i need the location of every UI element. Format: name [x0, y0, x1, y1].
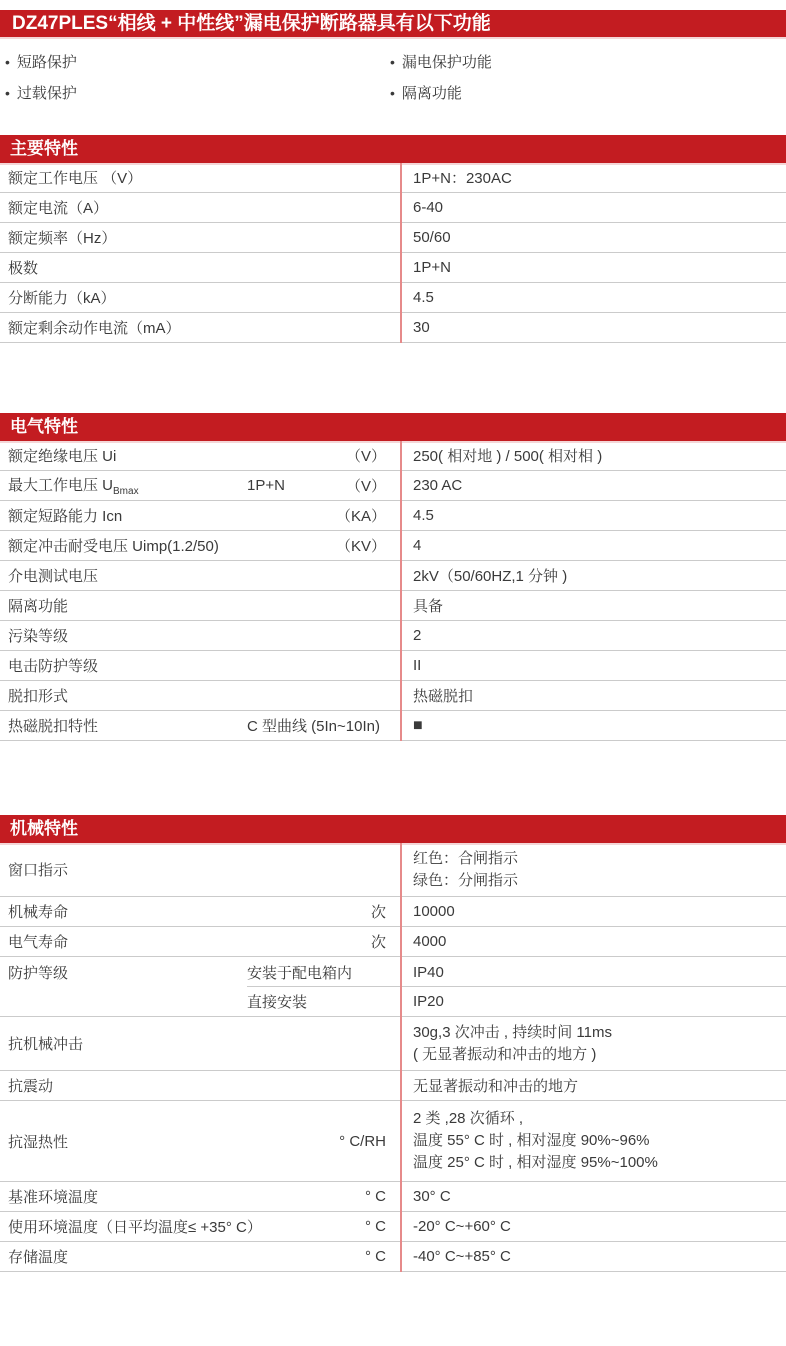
row-value: 热磁脱扣 — [413, 688, 474, 705]
table-row — [0, 1101, 786, 1182]
row-label: 防护等级 — [8, 964, 69, 982]
row-value: 230 AC — [413, 477, 463, 494]
section-main-characteristics — [0, 135, 786, 343]
row-value: 1P+N — [413, 259, 451, 276]
row-label: 使用环境温度（日平均温度≤ +35° C） — [8, 1219, 262, 1236]
table-row — [0, 1071, 786, 1101]
row-value: 30g,3 次冲击 , 持续时间 11ms ( 无显著振动和冲击的地方 ) — [413, 1023, 612, 1063]
table-row — [0, 1212, 786, 1242]
row-value: 无显著振动和冲击的地方 — [413, 1078, 579, 1095]
row-label: 额定频率（Hz） — [8, 230, 117, 247]
table-row — [0, 711, 786, 741]
feature-label: 漏电保护功能 — [401, 54, 492, 71]
table-row — [0, 441, 786, 471]
table-row — [0, 501, 786, 531]
row-value: 4.5 — [413, 507, 434, 524]
feature-label: 短路保护 — [16, 54, 77, 71]
table-row — [0, 253, 786, 283]
row-value: IP20 — [413, 993, 444, 1010]
row-label: 窗口指示 — [8, 862, 69, 879]
spec-table — [0, 441, 786, 741]
table-row — [0, 561, 786, 591]
feature-item — [390, 46, 492, 77]
row-label: 额定剩余动作电流（mA） — [8, 320, 181, 337]
row-label: 额定绝缘电压 Ui — [8, 448, 117, 465]
table-row — [0, 927, 786, 957]
row-label: 存储温度 — [8, 1249, 69, 1266]
row-value: 30° C — [413, 1188, 451, 1205]
row-value: 2kV（50/60HZ,1 分钟 ) — [413, 568, 568, 585]
row-unit: （KA） — [335, 508, 386, 525]
table-row — [0, 471, 786, 501]
row-unit: 次 — [370, 934, 386, 951]
row-value: 4 — [413, 537, 422, 554]
feature-column-left — [5, 46, 390, 108]
row-label: 最大工作电压 $U_{Bmax}$ — [8, 477, 139, 497]
row-value: 250( 相对地 ) / 500( 相对相 ) — [413, 448, 603, 465]
row-unit: ° C — [365, 1188, 386, 1205]
section-title: 主要特性 — [0, 135, 786, 163]
row-unit: （V） — [345, 448, 386, 465]
row-sub-label: 安装于配电箱内 — [247, 964, 353, 982]
row-label: 基准环境温度 — [8, 1189, 99, 1206]
row-unit: ° C — [365, 1218, 386, 1235]
feature-item — [5, 46, 390, 77]
row-label: 电击防护等级 — [8, 658, 99, 675]
feature-item — [5, 77, 390, 108]
spec-table — [0, 843, 786, 1272]
table-row — [0, 193, 786, 223]
feature-column-right — [390, 46, 492, 108]
row-value: 50/60 — [413, 229, 451, 246]
feature-item — [390, 77, 492, 108]
row-value: 1P+N：230AC — [413, 170, 512, 187]
table-row — [0, 843, 786, 897]
bullet-icon: • — [390, 84, 395, 101]
table-row — [0, 621, 786, 651]
row-sub-label: 直接安装 — [247, 994, 308, 1011]
row-value: 10000 — [413, 903, 455, 920]
row-unit: （KV） — [335, 538, 386, 555]
row-value: 具备 — [413, 598, 444, 615]
row-label: 额定短路能力 Icn — [8, 508, 123, 525]
bullet-icon: • — [5, 84, 10, 101]
table-row — [0, 1242, 786, 1272]
section-electrical-characteristics — [0, 413, 786, 741]
row-value: IP40 — [413, 963, 444, 981]
row-value: 2 — [413, 627, 422, 644]
row-label: 额定电流（A） — [8, 200, 109, 217]
row-unit: ° C — [365, 1248, 386, 1265]
table-row — [0, 987, 786, 1017]
row-value: -40° C~+85° C — [413, 1248, 511, 1265]
section-title: 机械特性 — [0, 815, 786, 843]
row-sub-label: 1P+N — [247, 477, 285, 494]
section-mechanical-characteristics — [0, 815, 786, 1272]
feature-label: 隔离功能 — [401, 85, 462, 102]
page-title: DZ47PLES“相线 + 中性线”漏电保护断路器具有以下功能 — [0, 10, 786, 37]
row-sub-label: C 型曲线 (5In~10In) — [247, 718, 380, 735]
bullet-icon: • — [390, 53, 395, 70]
section-title: 电气特性 — [0, 413, 786, 441]
row-label: 污染等级 — [8, 628, 69, 645]
feature-list — [5, 46, 786, 108]
row-value: 6-40 — [413, 199, 444, 216]
row-unit: ° C/RH — [339, 1132, 386, 1150]
table-row — [0, 223, 786, 253]
row-value: -20° C~+60° C — [413, 1218, 511, 1235]
row-label: 抗机械冲击 — [8, 1036, 84, 1053]
row-label: 机械寿命 — [8, 904, 69, 921]
table-row — [0, 681, 786, 711]
row-value: II — [413, 657, 422, 674]
row-label: 脱扣形式 — [8, 688, 69, 705]
row-value: 30 — [413, 319, 430, 336]
row-label: 抗湿热性 — [8, 1133, 69, 1151]
spec-table — [0, 163, 786, 343]
table-row — [0, 591, 786, 621]
row-value — [400, 711, 786, 740]
table-row — [0, 897, 786, 927]
row-value: 2 类 ,28 次循环 , 温度 55° C 时 , 相对湿度 90%~96% 温度 25° C 时 , 相对湿度 95%~100% — [413, 1110, 658, 1171]
row-label: 额定冲击耐受电压 Uimp(1.2/50) — [8, 538, 219, 555]
table-row — [0, 313, 786, 343]
row-label: 介电测试电压 — [8, 568, 99, 585]
row-label: 电气寿命 — [8, 934, 69, 951]
row-value: 红色：合闸指示 绿色：分闸指示 — [413, 849, 519, 889]
feature-label: 过载保护 — [16, 85, 77, 102]
row-value: 4000 — [413, 933, 447, 950]
row-label: 热磁脱扣特性 — [8, 718, 99, 735]
table-row — [0, 1017, 786, 1071]
row-label: 抗震动 — [8, 1078, 54, 1095]
row-label: 额定工作电压 （V） — [8, 170, 143, 187]
table-row — [0, 283, 786, 313]
row-unit: （V） — [345, 478, 386, 495]
row-value: 4.5 — [413, 289, 434, 306]
row-label: 极数 — [8, 260, 39, 277]
table-row — [0, 651, 786, 681]
black-square-icon: ■ — [413, 716, 423, 734]
row-label: 分断能力（kA） — [8, 290, 116, 307]
table-row — [0, 531, 786, 561]
table-row — [0, 957, 786, 987]
bullet-icon: • — [5, 53, 10, 70]
table-row — [0, 1182, 786, 1212]
table-row — [0, 163, 786, 193]
row-unit: 次 — [370, 904, 386, 921]
row-label: 隔离功能 — [8, 598, 69, 615]
